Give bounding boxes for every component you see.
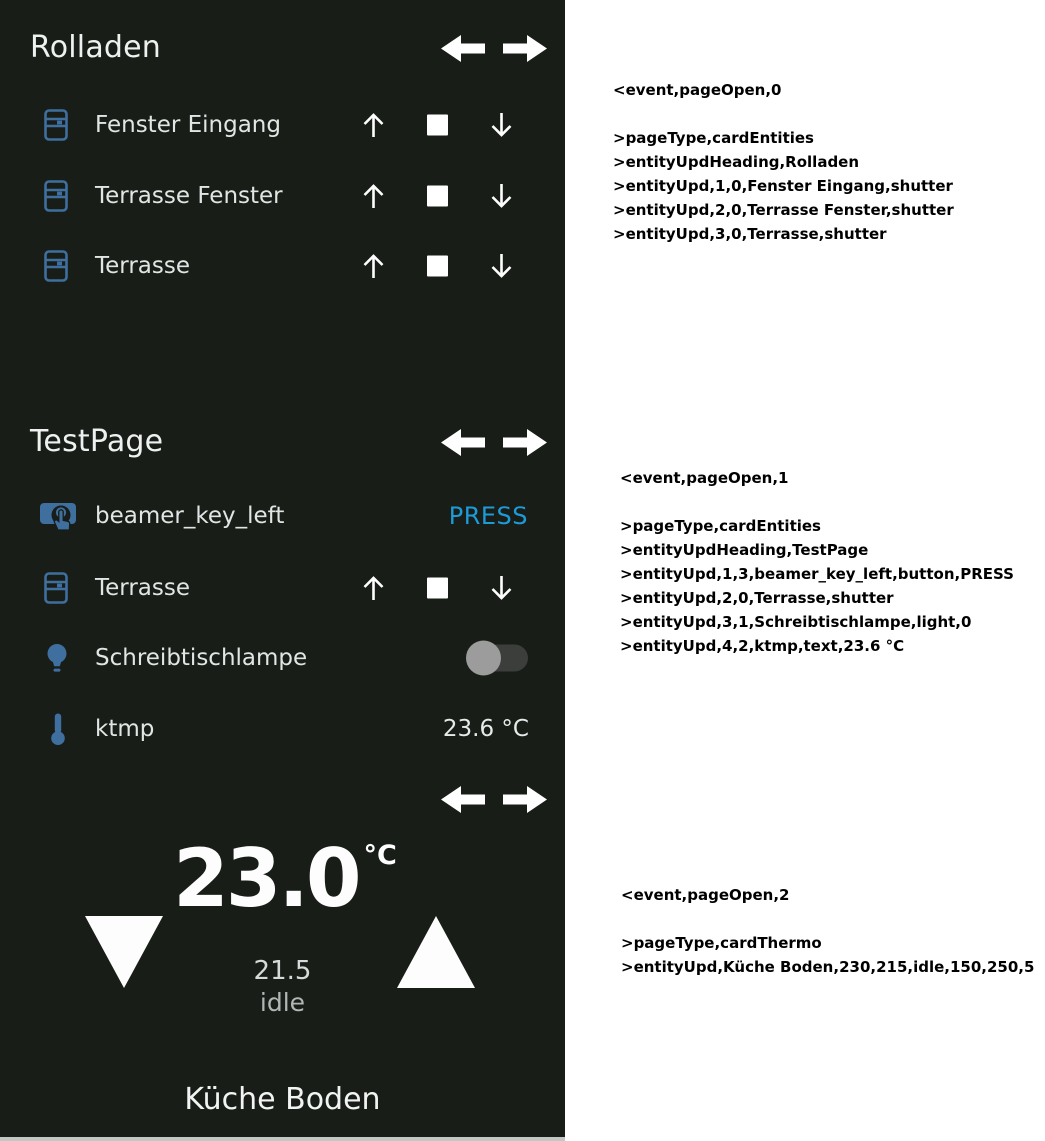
protocol-line: >entityUpdHeading,TestPage	[620, 541, 869, 559]
protocol-block-page1	[620, 466, 1014, 658]
protocol-event-line: <event,pageOpen,0	[613, 81, 782, 99]
protocol-line: >entityUpd,4,2,ktmp,text,23.6 °C	[620, 637, 905, 655]
entity-name: ktmp	[95, 716, 155, 742]
protocol-line: >pageType,cardEntities	[620, 517, 821, 535]
protocol-line: >entityUpd,1,0,Fenster Eingang,shutter	[613, 177, 953, 195]
shutter-up-button[interactable]	[360, 182, 387, 210]
entity-name: Schreibtischlampe	[95, 645, 308, 671]
entity-row	[0, 174, 565, 218]
card-heading-testpage: TestPage	[30, 424, 164, 459]
press-button[interactable]: PRESS	[448, 502, 528, 530]
entity-row	[0, 244, 565, 288]
nav-next-button[interactable]	[503, 427, 547, 458]
lightbulb-icon	[44, 642, 70, 674]
entity-name: Terrasse	[95, 253, 191, 279]
entity-row	[0, 494, 565, 538]
shutter-up-button[interactable]	[360, 574, 387, 602]
panel-bottom-edge	[0, 1137, 565, 1141]
protocol-block-page0	[613, 78, 954, 246]
entity-row	[0, 707, 565, 751]
window-shutter-icon	[44, 109, 68, 141]
thermometer-icon	[48, 712, 68, 746]
shutter-stop-button[interactable]	[427, 256, 448, 277]
window-shutter-icon	[44, 572, 68, 604]
shutter-up-button[interactable]	[360, 252, 387, 280]
target-temperature: 21.5	[253, 956, 312, 986]
entity-row	[0, 566, 565, 610]
protocol-line: >entityUpd,Küche Boden,230,215,idle,150,250,5	[621, 958, 1035, 976]
thermostat-state: idle	[259, 988, 306, 1017]
entity-name: Terrasse Fenster	[95, 183, 283, 209]
stop-square-icon	[427, 578, 448, 599]
text-entity-value: 23.6 °C	[442, 716, 529, 742]
toggle-knob	[466, 641, 501, 676]
arrow-right-icon	[503, 429, 547, 456]
stop-square-icon	[427, 256, 448, 277]
current-temperature	[0, 832, 565, 925]
protocol-line: >entityUpd,3,0,Terrasse,shutter	[613, 225, 887, 243]
gesture-tap-button-icon	[38, 499, 78, 533]
shutter-down-button[interactable]	[488, 574, 515, 602]
arrow-left-icon	[441, 429, 485, 456]
arrow-right-icon	[503, 786, 547, 813]
protocol-block-page2	[621, 883, 1034, 979]
entity-name: Terrasse	[95, 575, 191, 601]
entity-name: beamer_key_left	[95, 503, 285, 529]
protocol-event-line: <event,pageOpen,1	[620, 469, 789, 487]
shutter-down-button[interactable]	[488, 111, 515, 139]
temperature-unit: °C	[363, 840, 397, 871]
protocol-line: >pageType,cardThermo	[621, 934, 822, 952]
nav-next-button[interactable]	[503, 784, 547, 815]
light-toggle-switch[interactable]	[468, 645, 528, 672]
protocol-line: >entityUpd,1,3,beamer_key_left,button,PRESS	[620, 565, 1014, 583]
window-shutter-icon	[44, 250, 68, 282]
stop-square-icon	[427, 115, 448, 136]
protocol-line: >pageType,cardEntities	[613, 129, 814, 147]
shutter-stop-button[interactable]	[427, 578, 448, 599]
protocol-line: >entityUpdHeading,Rolladen	[613, 153, 860, 171]
window-shutter-icon	[44, 180, 68, 212]
arrow-right-icon	[503, 35, 547, 62]
shutter-down-button[interactable]	[488, 252, 515, 280]
shutter-stop-button[interactable]	[427, 186, 448, 207]
arrow-left-icon	[441, 35, 485, 62]
arrow-left-icon	[441, 786, 485, 813]
shutter-stop-button[interactable]	[427, 115, 448, 136]
protocol-event-line: <event,pageOpen,2	[621, 886, 790, 904]
entity-row	[0, 636, 565, 680]
nav-prev-button[interactable]	[441, 784, 485, 815]
stop-square-icon	[427, 186, 448, 207]
protocol-line: >entityUpd,3,1,Schreibtischlampe,light,0	[620, 613, 972, 631]
nav-prev-button[interactable]	[441, 427, 485, 458]
entity-row	[0, 103, 565, 147]
protocol-line: >entityUpd,2,0,Terrasse Fenster,shutter	[613, 201, 954, 219]
card-heading-rolladen: Rolladen	[30, 30, 162, 65]
nav-prev-button[interactable]	[441, 33, 485, 64]
current-temperature-value: 23.0	[173, 832, 359, 925]
entity-name: Fenster Eingang	[95, 112, 281, 138]
thermostat-title: Küche Boden	[184, 1082, 381, 1117]
shutter-down-button[interactable]	[488, 182, 515, 210]
protocol-line: >entityUpd,2,0,Terrasse,shutter	[620, 589, 894, 607]
nav-next-button[interactable]	[503, 33, 547, 64]
shutter-up-button[interactable]	[360, 111, 387, 139]
